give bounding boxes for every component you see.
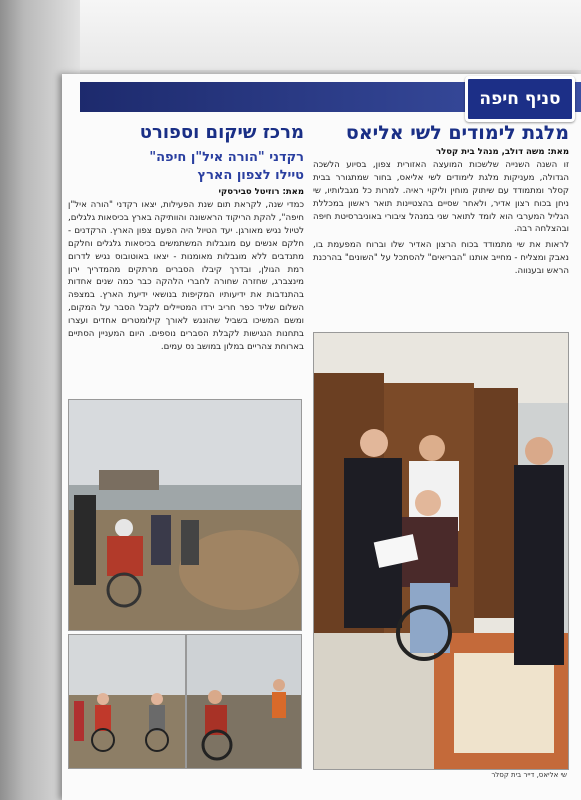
magazine-page bbox=[62, 74, 581, 800]
right-article-title: מלגת לימודים לשי אליאס bbox=[345, 122, 569, 144]
left-article-byline: מאת: רוזיטל סבירסקי bbox=[218, 187, 304, 198]
photo-mountain-view-image bbox=[187, 635, 301, 768]
left-article bbox=[68, 122, 304, 357]
photo-mountain-view bbox=[186, 634, 302, 769]
photo-award-ceremony bbox=[313, 332, 569, 770]
right-article-paragraph-2: לראות את שי מתמודד בכוח הרצון האדיר שלו וברוח המפעמת בו, נאבק ומצליח - מחייב אותנו "הבריאים" להסתכל על "השונים" בהרכנת הראש ובענווה. bbox=[313, 240, 569, 277]
left-article-paragraph-1: כמדי שנה, לקראת תום שנת הפעילות, יצאו רקדני "הורה איל"ן חיפה", להקת הריקוד הראשונה והוותיקה בארץ בכיסאות גלגלים, לטיול נגיש מאורגן. יעד הטיול היה הפעם צפון הארץ. הרקדנים - חלקם אנשים עם מוגבלות המשתמשים בכיסאות גלגלים וחלקם מתנדבים ללא מוגבלות מאומנות - יצאו באוטובוס נגיש לדרום רמת הגולן, ובדרך קיבלו הסברים מרתקים מהמדריך ירון מינצברג, שחזרה שחורה לחברי הלהקה כבר כמה שנים אחדות בהתנדבות את ידיעותיו המקיפות בנושאי ידיעת הארץ. במצפה השלום שליד כפר חריב ירדו המטיילים לקבל הסבר על המקום, ומשם המשיכו בשביל שהונגש לאורך קילומטרים אחדים ועצרו בתחנות הנגישות לקבלת הסברים נוספים. היום המעניין הסתיים בארוחת צהריים במלון במושב נס עמים. bbox=[68, 200, 304, 352]
photo-wheelchair-group bbox=[68, 634, 186, 769]
photo-caption: שי אליאס, דייר בית קסלר bbox=[491, 771, 567, 779]
photo-group-lookout-image bbox=[69, 400, 301, 630]
photo-group-lookout bbox=[68, 399, 302, 631]
photo-wheelchair-group-image bbox=[69, 635, 185, 768]
right-article bbox=[313, 122, 569, 281]
left-article-subtitle-line-1: רקדני "הורה איל"ן חיפה" bbox=[149, 150, 304, 165]
photo-award-ceremony-image bbox=[314, 333, 568, 769]
left-article-title: מרכז שיקום וספורט bbox=[139, 122, 304, 143]
right-article-byline: מאת: משה דולב, מנהל בית קסלר bbox=[435, 147, 569, 157]
scan-background-top bbox=[0, 0, 581, 70]
right-article-paragraph-1: זו השנה השנייה שלשכות המועצה האזורית צפון, בסיוע הלשכה הגדולה, מעניקות מלגת לימודים לשי אליאס, בחור שמתגורר בבית קסלר ומתמודד עם שיתוק מוחין וליקוי ראיה. למרות כל מגבלותיו, שי ניחן בכוח רצון אדיר, ולאחר שסיים בהצטיינות תואר ראשון במכללת הגליל המערבי הוא לומד לתואר שני במנהל ציבורי באוניברסיטת חיפה ובהצלחה רבה. bbox=[313, 160, 569, 235]
left-article-subtitle bbox=[68, 149, 304, 184]
section-tag: סניף חיפה bbox=[465, 76, 575, 122]
left-article-subtitle-line-2: טיילו לצפון הארץ bbox=[197, 167, 304, 183]
